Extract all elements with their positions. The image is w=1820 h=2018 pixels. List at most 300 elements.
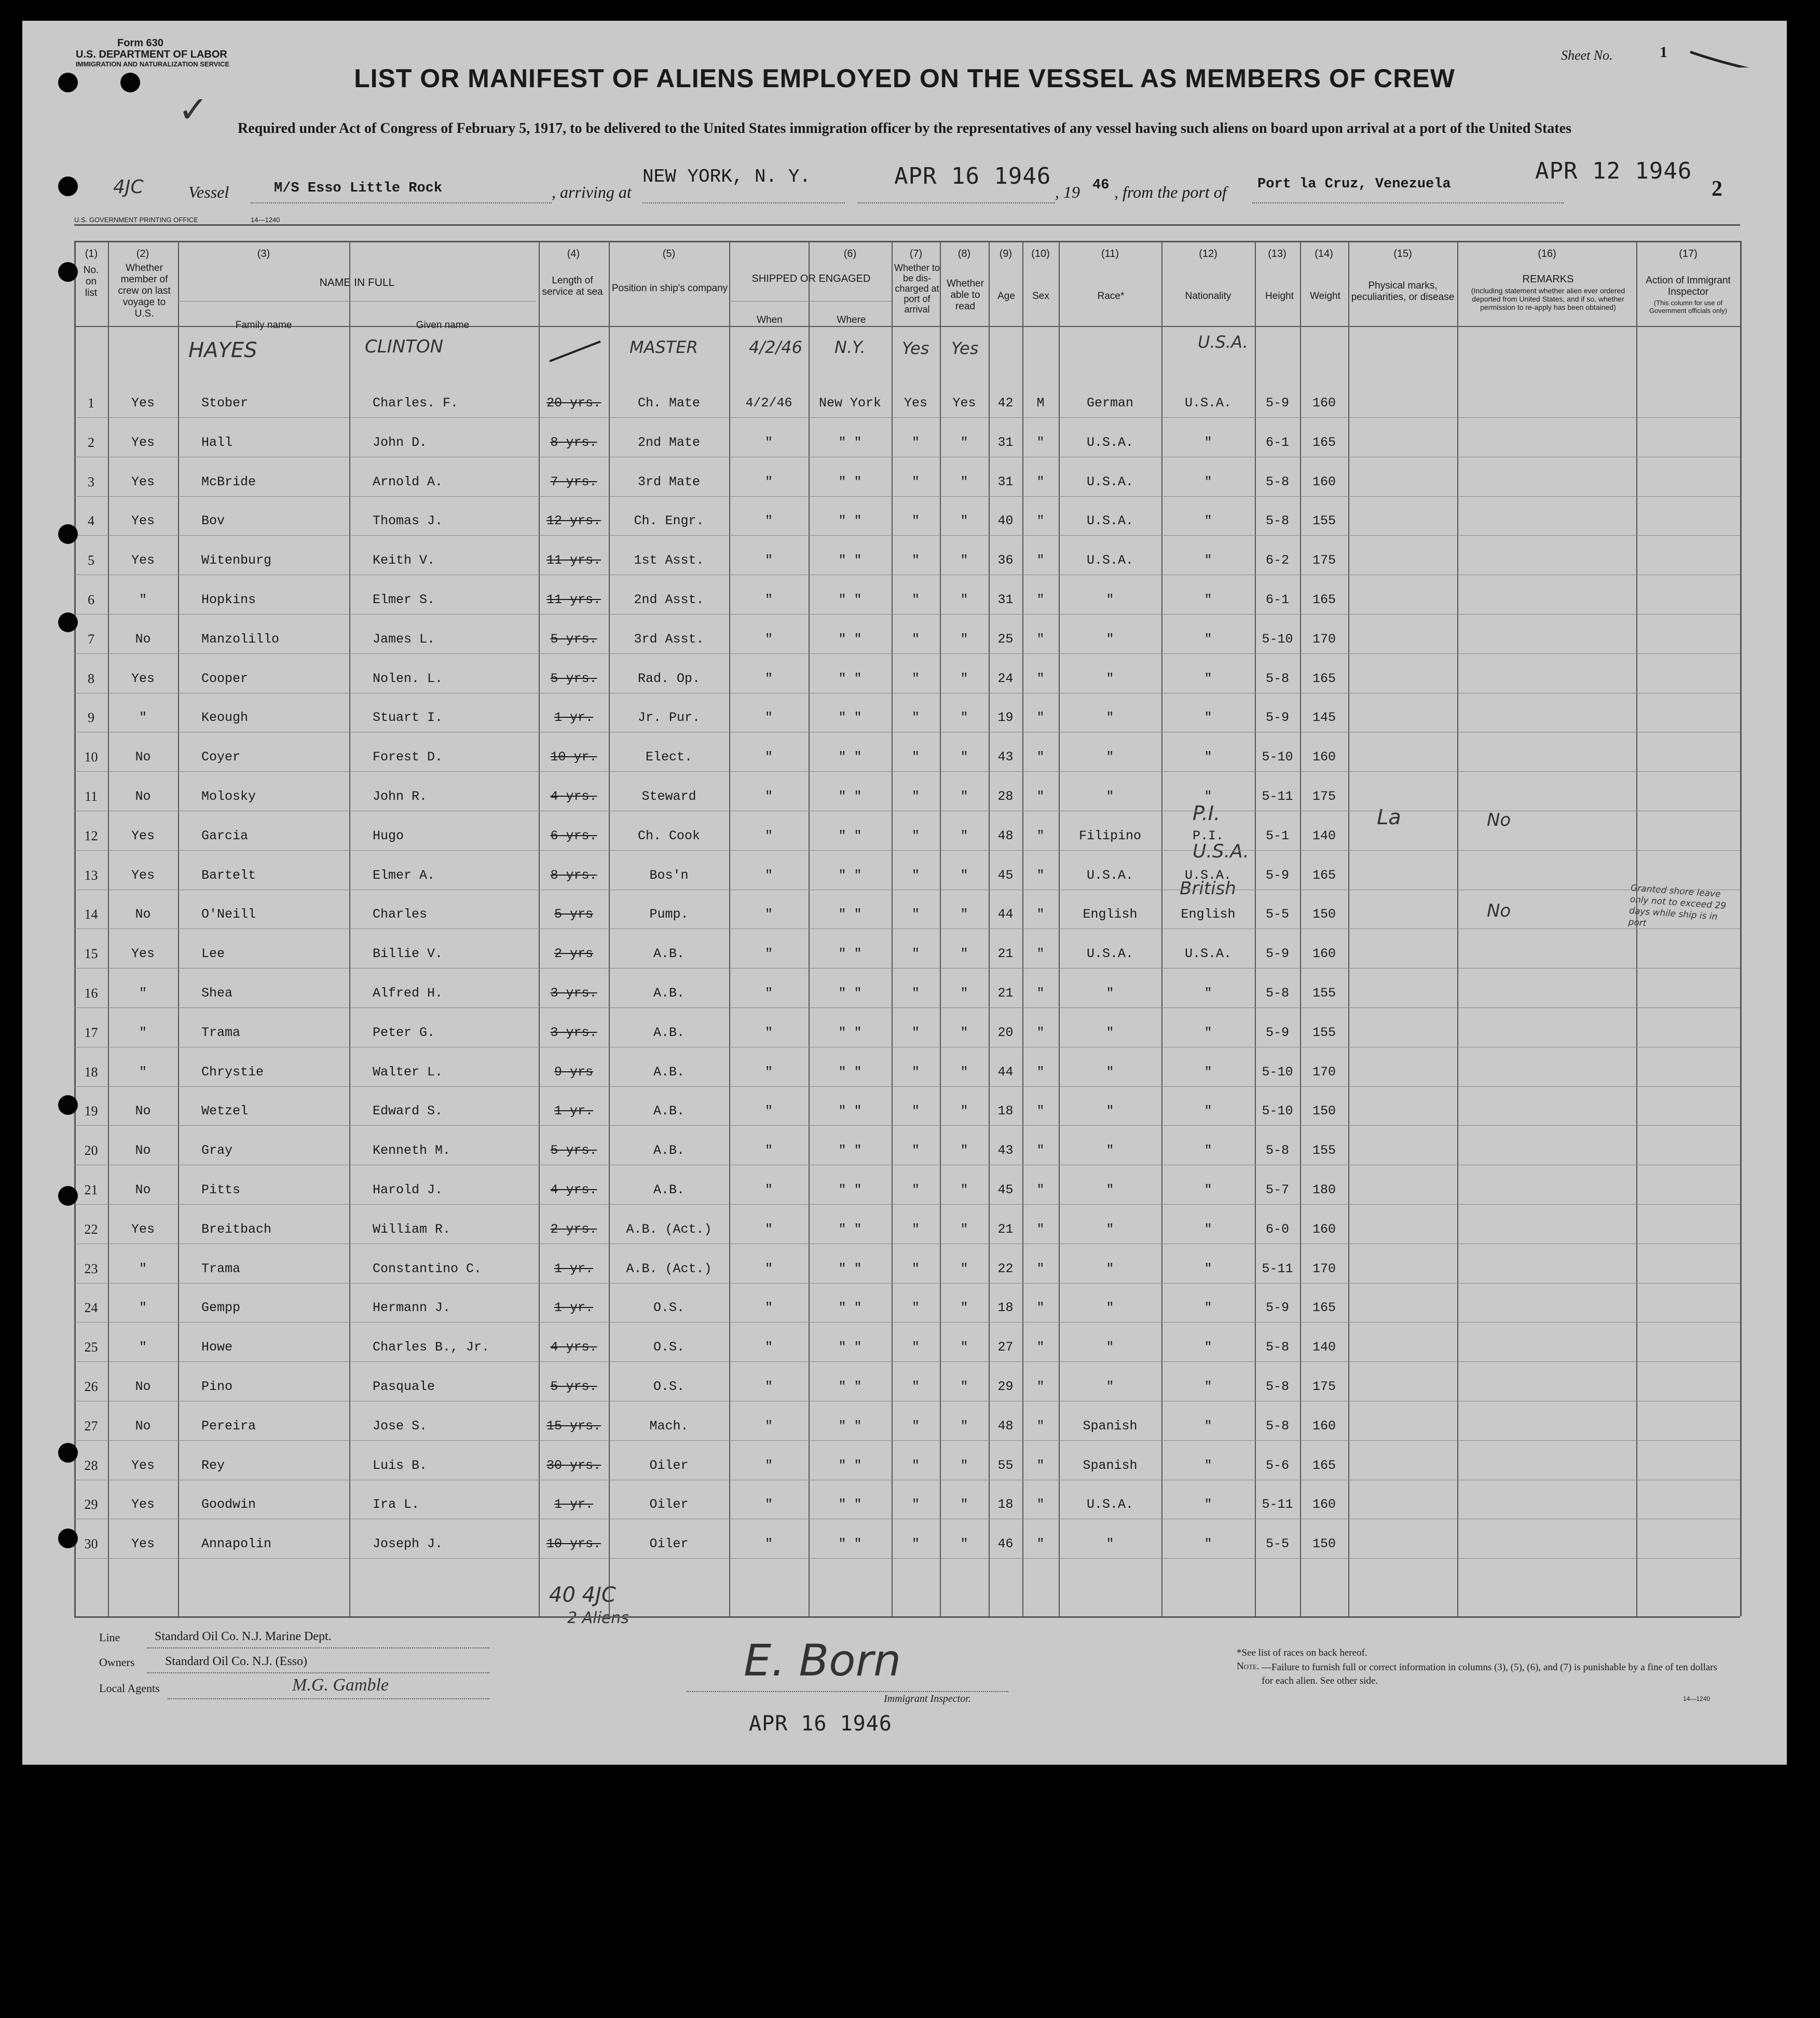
crew-cell-position: O.S. [653,1379,685,1394]
crew-cell-height: 5-11 [1262,1261,1293,1276]
crew-cell-height: 6-1 [1265,592,1289,607]
col-head-remarks-detail: (Including statement whether alien ever ordered deported from United States, and if so, whether permission to re-apply has been obtained) [1471,287,1625,311]
col-head-family: Family name [235,320,292,331]
col-head-remarks: REMARKS [1522,274,1574,285]
punch-hole [58,73,78,92]
crew-cell-when: " [764,1340,773,1355]
crew-cell-given: Thomas J. [373,513,443,529]
crew-cell-given: Pasquale [373,1379,435,1394]
crew-cell-given: Joseph J. [373,1536,443,1552]
col-head-position: Position in ship's company [611,283,728,294]
crew-cell-last: No [135,1103,151,1119]
crew-cell-sex: " [1036,1379,1045,1394]
crew-cell-last: " [139,1025,147,1040]
crew-cell-family: Keough [201,710,249,726]
crew-cell-last: Yes [131,396,155,411]
crew-cell-read: " [960,474,968,489]
column-number: (6) [843,248,857,260]
owners-value: Standard Oil Co. N.J. (Esso) [165,1655,307,1668]
crew-cell-disch: " [911,671,920,686]
crew-cell-race: U.S.A. [1086,434,1133,450]
crew-cell-service: 5 yrs. [550,1143,597,1158]
crew-cell-weight: 155 [1312,513,1336,529]
crew-cell-weight: 165 [1312,592,1336,607]
col-head-name: NAME IN FULL [319,277,395,289]
crew-cell-given: Nolen. L. [373,671,443,686]
crew-cell-age: 31 [997,474,1014,489]
manifest-sheet [22,21,1787,1765]
crew-cell-last: " [139,1300,147,1316]
crew-cell-race: German [1086,396,1133,411]
crew-cell-no: 7 [88,631,94,647]
crew-cell-age: 48 [997,1418,1014,1434]
crew-cell-sex: " [1036,513,1045,529]
crew-cell-height: 5-8 [1265,671,1289,686]
crew-cell-position: O.S. [653,1340,685,1355]
inspection-date-stamp: APR 16 1946 [749,1712,892,1736]
agents-label: Local Agents [99,1682,160,1695]
crew-cell-nat: " [1204,631,1212,647]
crew-cell-no: 8 [88,671,94,686]
crew-cell-family: Goodwin [201,1497,256,1512]
crew-cell-read: " [960,1457,968,1473]
crew-cell-height: 5-8 [1265,513,1289,529]
crew-cell-weight: 165 [1312,434,1336,450]
crew-cell-family: Gempp [201,1300,241,1316]
crew-cell-family: O'Neill [201,907,256,922]
crew-cell-where: " " [838,1025,862,1040]
crew-cell-family: Trama [201,1261,241,1276]
crew-cell-when: " [764,907,773,922]
crew-cell-weight: 165 [1312,671,1336,686]
owners-label: Owners [99,1656,135,1669]
crew-cell-weight: 165 [1312,1300,1336,1316]
col-head-action: Action of Immigrant Inspector [1646,275,1731,297]
crew-cell-family: Molosky [201,789,256,804]
crew-cell-height: 5-11 [1262,789,1293,804]
crew-cell-when: " [764,1064,773,1080]
crew-cell-height: 5-5 [1265,1536,1289,1552]
col-head-when: When [757,315,783,325]
crew-cell-read: " [960,986,968,1001]
crew-cell-read: " [960,1143,968,1158]
crew-cell-disch: " [911,1261,920,1276]
crew-cell-given: William R. [373,1221,451,1237]
crew-cell-position: Bos'n [649,867,689,883]
master-given-name: CLINTON [365,336,444,357]
crew-cell-read: " [960,789,968,804]
crew-cell-position: 2nd Mate [637,434,701,450]
crew-cell-where: " " [838,671,862,686]
crew-cell-sex: " [1036,867,1045,883]
crew-cell-sex: " [1036,1300,1045,1316]
crew-cell-age: 42 [997,396,1014,411]
crew-cell-family: Hopkins [201,592,256,607]
crew-cell-when: " [764,513,773,529]
crew-cell-when: " [764,1221,773,1237]
crew-cell-no: 18 [84,1064,98,1080]
crew-cell-when: " [764,434,773,450]
crew-cell-when: " [764,946,773,962]
crew-cell-read: " [960,710,968,726]
col-head-shipped: SHIPPED OR ENGAGED [751,273,871,284]
crew-cell-sex: " [1036,1457,1045,1473]
crew-cell-sex: " [1036,1103,1045,1119]
crew-cell-sex: " [1036,828,1045,843]
crew-cell-where: " " [838,789,862,804]
crew-cell-service: 5 yrs. [550,631,597,647]
crew-cell-read: " [960,749,968,765]
vessel-margin-note: 4JC [113,176,144,198]
crew-cell-race: " [1106,789,1114,804]
check-mark: ✓ [178,88,209,131]
column-number: (15) [1393,248,1412,260]
crew-cell-where: " " [838,1536,862,1552]
crew-cell-where: " " [838,1064,862,1080]
crew-cell-when: " [764,1379,773,1394]
crew-cell-position: Ch. Mate [637,396,701,411]
crew-cell-given: Peter G. [373,1025,435,1040]
crew-cell-nat: " [1204,1221,1212,1237]
crew-cell-given: Forest D. [373,749,443,765]
column-number: (3) [257,248,270,260]
crew-cell-position: 2nd Asst. [634,592,704,607]
race-note: *See list of races on back hereof. [1237,1647,1367,1658]
crew-cell-nat: U.S.A. [1184,946,1231,962]
crew-cell-family: Stober [201,396,249,411]
crew-cell-no: 27 [84,1418,98,1434]
col-head-height: Height [1265,291,1294,302]
crew-cell-no: 28 [84,1457,98,1473]
crew-cell-last: Yes [131,828,155,843]
crew-cell-sex: " [1036,1261,1045,1276]
from-label: , from the port of [1114,183,1227,201]
crew-cell-given: Kenneth M. [373,1143,451,1158]
crew-cell-service: 4 yrs. [550,1182,597,1197]
crew-cell-sex: " [1036,1064,1045,1080]
crew-cell-nat: " [1204,1143,1212,1158]
crew-cell-disch: " [911,1025,920,1040]
crew-cell-where: " " [838,474,862,489]
crew-cell-sex: " [1036,1182,1045,1197]
crew-cell-age: 18 [997,1103,1014,1119]
crew-cell-weight: 175 [1312,1379,1336,1394]
crew-cell-where: " " [838,1418,862,1434]
crew-cell-where: " " [838,1103,862,1119]
crew-cell-when: " [764,592,773,607]
crew-cell-no: 25 [84,1340,98,1355]
crew-cell-disch: " [911,946,920,962]
crew-cell-disch: " [911,1182,920,1197]
crew-cell-given: Arnold A. [373,474,443,489]
crew-cell-sex: " [1036,1418,1045,1434]
crew-cell-sex: " [1036,434,1045,450]
crew-cell-sex: " [1036,1025,1045,1040]
crew-cell-nat: " [1204,749,1212,765]
column-number: (8) [957,248,971,260]
crew-cell-when: " [764,671,773,686]
note-text: —Failure to furnish full or correct information in columns (3), (5), (6), and (7) is punishable by a fine of ten dollars for each alien. See other side. [1262,1662,1717,1686]
crew-cell-read: Yes [952,396,976,411]
crew-cell-read: " [960,1418,968,1434]
note-label: Note. [1237,1661,1260,1672]
crew-cell-nat: U.S.A. [1184,867,1231,883]
crew-cell-last: " [139,592,147,607]
crew-cell-position: 1st Asst. [634,553,704,568]
crew-cell-position: Ch. Engr. [634,513,704,529]
crew-cell-service: 15 yrs. [546,1418,601,1434]
crew-cell-read: " [960,1221,968,1237]
crew-cell-disch: " [911,1340,920,1355]
column-number: (7) [909,248,923,260]
column-number: (16) [1538,248,1556,260]
punch-hole [58,1529,78,1548]
crew-cell-given: Edward S. [373,1103,443,1119]
crew-cell-age: 21 [997,1221,1014,1237]
crew-cell-when: " [764,1300,773,1316]
crew-cell-family: Hall [201,434,233,450]
crew-cell-where: " " [838,592,862,607]
crew-cell-last: Yes [131,1221,155,1237]
master-where: N.Y. [834,337,866,357]
column-number: (4) [567,248,580,260]
crew-cell-family: Bov [201,513,225,529]
crew-cell-age: 44 [997,907,1014,922]
crew-cell-when: " [764,828,773,843]
crew-cell-family: Rey [201,1457,225,1473]
crew-cell-nat: " [1204,1064,1212,1080]
column-number: (14) [1315,248,1333,260]
crew-cell-race: " [1106,631,1114,647]
punch-hole [58,1095,78,1115]
crew-cell-age: 24 [997,671,1014,686]
crew-cell-weight: 140 [1312,1340,1336,1355]
crew-cell-race: " [1106,749,1114,765]
crew-cell-weight: 160 [1312,1418,1336,1434]
crew-cell-nat: " [1204,671,1212,686]
arriving-label: , arriving at [552,183,632,201]
crew-cell-sex: " [1036,789,1045,804]
crew-cell-nat: " [1204,1103,1212,1119]
crew-cell-where: " " [838,749,862,765]
physical-annotation-12: La [1377,806,1401,829]
punch-hole [120,73,140,92]
nationality-annotation-13: U.S.A. [1193,841,1249,862]
crew-cell-weight: 165 [1312,1457,1336,1473]
crew-cell-disch: " [911,1379,920,1394]
crew-cell-height: 5-6 [1265,1457,1289,1473]
crew-cell-sex: " [1036,749,1045,765]
crew-cell-given: Constantino C. [373,1261,482,1276]
crew-cell-where: " " [838,828,862,843]
crew-cell-last: No [135,1182,151,1197]
crew-cell-nat: " [1204,1418,1212,1434]
crew-cell-position: A.B. [653,1103,685,1119]
crew-cell-last: No [135,907,151,922]
crew-cell-read: " [960,1497,968,1512]
crew-cell-no: 3 [88,474,94,489]
crew-cell-height: 5-8 [1265,986,1289,1001]
crew-cell-last: No [135,1418,151,1434]
crew-cell-nat: " [1204,474,1212,489]
crew-cell-where: " " [838,434,862,450]
crew-cell-last: " [139,1064,147,1080]
crew-cell-read: " [960,1300,968,1316]
crew-cell-height: 5-10 [1262,749,1293,765]
crew-cell-position: Ch. Cook [637,828,701,843]
crew-cell-family: Howe [201,1340,233,1355]
crew-cell-family: Breitbach [201,1221,272,1237]
footer-form-code: 14—1240 [1683,1695,1710,1702]
crew-cell-no: 21 [84,1182,98,1197]
crew-cell-weight: 170 [1312,1261,1336,1276]
crew-cell-service: 10 yr. [550,749,597,765]
col-head-discharged: Whether to be dis-charged at port of arrival [894,263,940,315]
crew-cell-height: 5-10 [1262,631,1293,647]
crew-cell-disch: " [911,1536,920,1552]
crew-cell-service: 5 yrs [554,907,593,922]
crew-cell-weight: 165 [1312,867,1336,883]
crew-cell-nat: " [1204,1261,1212,1276]
crew-cell-where: " " [838,513,862,529]
crew-cell-no: 20 [84,1143,98,1158]
crew-cell-disch: " [911,513,920,529]
crew-cell-last: " [139,1340,147,1355]
crew-cell-where: " " [838,986,862,1001]
crew-cell-height: 6-0 [1265,1221,1289,1237]
crew-cell-where: " " [838,553,862,568]
crew-cell-race: Spanish [1083,1418,1138,1434]
crew-cell-read: " [960,1182,968,1197]
crew-cell-given: Luis B. [373,1457,428,1473]
crew-cell-no: 5 [88,553,94,568]
crew-cell-race: U.S.A. [1086,1497,1133,1512]
crew-cell-when: " [764,789,773,804]
crew-cell-age: 45 [997,1182,1014,1197]
crew-cell-service: 7 yrs. [550,474,597,489]
crew-cell-race: U.S.A. [1086,867,1133,883]
crew-cell-weight: 175 [1312,789,1336,804]
crew-cell-age: 19 [997,710,1014,726]
crew-cell-age: 18 [997,1497,1014,1512]
crew-cell-sex: " [1036,1340,1045,1355]
crew-cell-height: 5-8 [1265,474,1289,489]
crew-cell-age: 43 [997,1143,1014,1158]
crew-cell-last: " [139,986,147,1001]
crew-cell-service: 11 yrs. [546,553,601,568]
crew-cell-race: " [1106,1261,1114,1276]
crew-cell-height: 5-9 [1265,396,1289,411]
agents-value: M.G. Gamble [292,1675,389,1695]
line-value: Standard Oil Co. N.J. Marine Dept. [155,1630,332,1643]
crew-cell-no: 4 [88,513,94,529]
crew-cell-race: " [1106,592,1114,607]
crew-cell-position: Mach. [649,1418,689,1434]
nationality-annotation-14: British [1180,878,1236,899]
crew-cell-no: 22 [84,1221,98,1237]
crew-cell-sex: " [1036,1221,1045,1237]
crew-cell-height: 5-11 [1262,1497,1293,1512]
crew-cell-service: 5 yrs. [550,1379,597,1394]
crew-cell-read: " [960,1261,968,1276]
crew-cell-race: " [1106,1340,1114,1355]
arrival-date-stamp: APR 16 1946 [894,163,1051,189]
crew-cell-service: 1 yr. [554,1497,593,1512]
crew-cell-where: " " [838,1457,862,1473]
crew-cell-position: A.B. [653,1025,685,1040]
page-mark: 2 [1712,177,1722,201]
column-number: (11) [1101,248,1119,260]
crew-cell-weight: 155 [1312,986,1336,1001]
master-family-name: HAYES [188,338,257,362]
crew-cell-height: 5-9 [1265,946,1289,962]
master-position: MASTER [630,337,698,357]
crew-cell-age: 31 [997,434,1014,450]
crew-cell-disch: " [911,986,920,1001]
crew-cell-race: " [1106,1300,1114,1316]
crew-cell-when: " [764,1261,773,1276]
crew-cell-weight: 170 [1312,631,1336,647]
crew-cell-where: " " [838,946,862,962]
crew-cell-weight: 155 [1312,1025,1336,1040]
crew-cell-position: A.B. [653,1182,685,1197]
crew-cell-service: 3 yrs. [550,1025,597,1040]
total-count-note: 40 4JC [549,1583,616,1607]
col-head-action-note: (This column for use of Government officials only) [1649,299,1728,315]
crew-cell-disch: " [911,710,920,726]
crew-cell-no: 14 [84,907,98,922]
crew-cell-nat: " [1204,592,1212,607]
master-discharged: Yes [902,338,929,358]
crew-cell-family: Pitts [201,1182,241,1197]
crew-cell-when: " [764,1182,773,1197]
crew-cell-race: " [1106,1536,1114,1552]
crew-cell-family: Gray [201,1143,233,1158]
crew-cell-nat: " [1204,1379,1212,1394]
crew-cell-sex: " [1036,907,1045,922]
crew-cell-when: " [764,1025,773,1040]
crew-cell-given: Elmer A. [373,867,435,883]
crew-cell-sex: " [1036,1497,1045,1512]
crew-cell-sex: M [1036,396,1045,411]
crew-cell-position: A.B. (Act.) [626,1221,712,1237]
crew-cell-family: Pereira [201,1418,256,1434]
crew-cell-read: " [960,1064,968,1080]
arrival-year: 46 [1092,178,1110,193]
crew-cell-nat: " [1204,710,1212,726]
col-head-last-voyage: Whether member of crew on last voyage to U.S. [118,263,171,319]
crew-cell-weight: 150 [1312,1536,1336,1552]
crew-cell-weight: 160 [1312,396,1336,411]
remarks-annotation-14: No [1487,901,1511,921]
crew-cell-where: " " [838,907,862,922]
crew-cell-weight: 160 [1312,1497,1336,1512]
crew-cell-read: " [960,946,968,962]
crew-cell-position: A.B. [653,1143,685,1158]
crew-cell-disch: " [911,553,920,568]
column-number: (12) [1199,248,1217,260]
col-head-sex: Sex [1032,291,1049,302]
crew-cell-age: 21 [997,946,1014,962]
crew-cell-service: 2 yrs. [550,1221,597,1237]
crew-cell-weight: 145 [1312,710,1336,726]
crew-cell-given: Walter L. [373,1064,443,1080]
crew-cell-service: 1 yr. [554,1300,593,1316]
crew-cell-last: " [139,710,147,726]
crew-cell-height: 5-9 [1265,710,1289,726]
crew-cell-family: Manzolillo [201,631,280,647]
crew-cell-race: U.S.A. [1086,946,1133,962]
